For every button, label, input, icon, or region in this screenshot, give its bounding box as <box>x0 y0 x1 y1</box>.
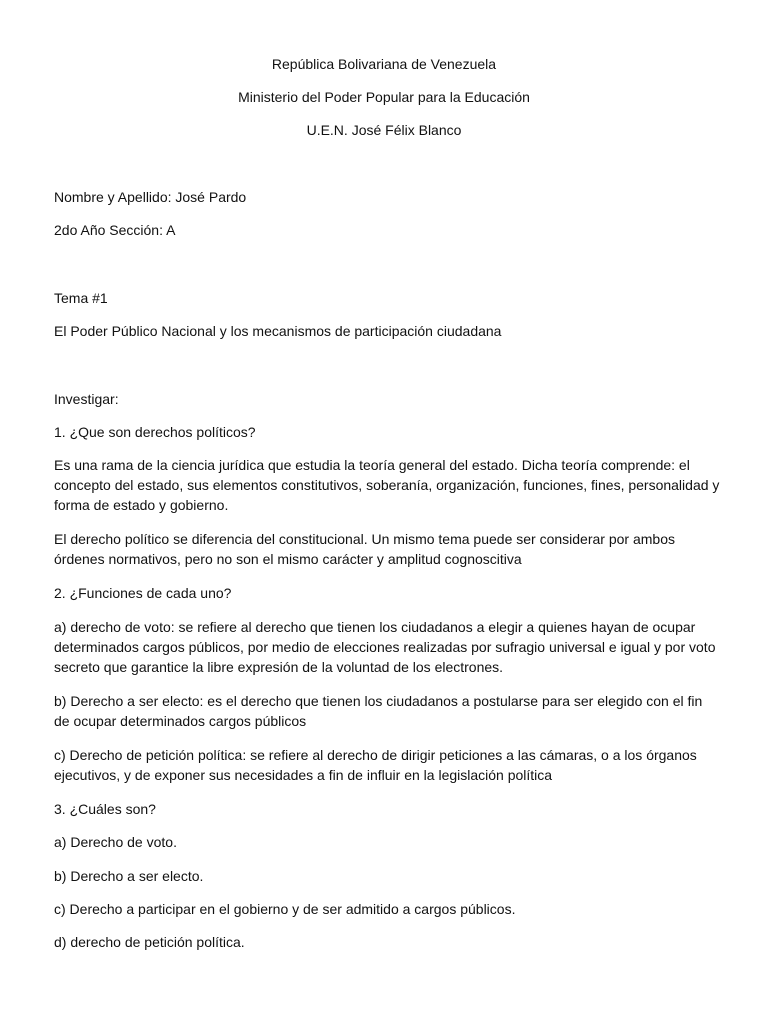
answer-2-b: b) Derecho a ser electo: es el derecho que tienen los ciudadanos a postularse para ser elegido con el fin de ocupar determinados cargos públicos <box>54 693 703 729</box>
question-2: 2. ¿Funciones de cada uno? <box>54 585 232 601</box>
answer-3-b: b) Derecho a ser electo. <box>54 868 204 884</box>
topic-title: El Poder Público Nacional y los mecanismos de participación ciudadana <box>54 323 502 339</box>
answer-1-paragraph-1: Es una rama de la ciencia jurídica que estudia la teoría general del estado. Dicha teoría comprende: el concepto del estado, sus elementos constitutivos, soberanía, organización, funciones, fines, personalidad y forma de estado y gobierno. <box>54 457 720 513</box>
topic-label: Tema #1 <box>54 290 108 306</box>
answer-2-c: c) Derecho de petición política: se refiere al derecho de dirigir peticiones a las cámaras, o a los órganos ejecutivos, y de exponer sus necesidades a fin de influir en la legislación política <box>54 747 697 783</box>
answer-3-a: a) Derecho de voto. <box>54 834 177 850</box>
answer-2-a: a) derecho de voto: se refiere al derecho que tienen los ciudadanos a elegir a quienes hayan de ocupar determinados cargos públicos, por medio de elecciones realizadas por sufragio universal e igual y por voto secreto que garantice la libre expresión de la voluntad de los electrones. <box>54 619 716 675</box>
answer-1-paragraph-2: El derecho político se diferencia del constitucional. Un mismo tema puede ser considerar por ambos órdenes normativos, pero no son el mismo carácter y amplitud cognoscitiva <box>54 531 675 567</box>
question-1: 1. ¿Que son derechos políticos? <box>54 424 256 440</box>
investigar-heading: Investigar: <box>54 391 119 407</box>
header-ministry: Ministerio del Poder Popular para la Educación <box>238 89 530 105</box>
student-section: 2do Año Sección: A <box>54 222 176 238</box>
question-3: 3. ¿Cuáles son? <box>54 801 156 817</box>
student-name: Nombre y Apellido: José Pardo <box>54 189 247 205</box>
answer-3-c: c) Derecho a participar en el gobierno y de ser admitido a cargos públicos. <box>54 901 516 917</box>
header-country: República Bolivariana de Venezuela <box>271 56 497 72</box>
answer-3-d: d) derecho de petición política. <box>54 934 245 950</box>
header-school: U.E.N. José Félix Blanco <box>306 122 462 138</box>
